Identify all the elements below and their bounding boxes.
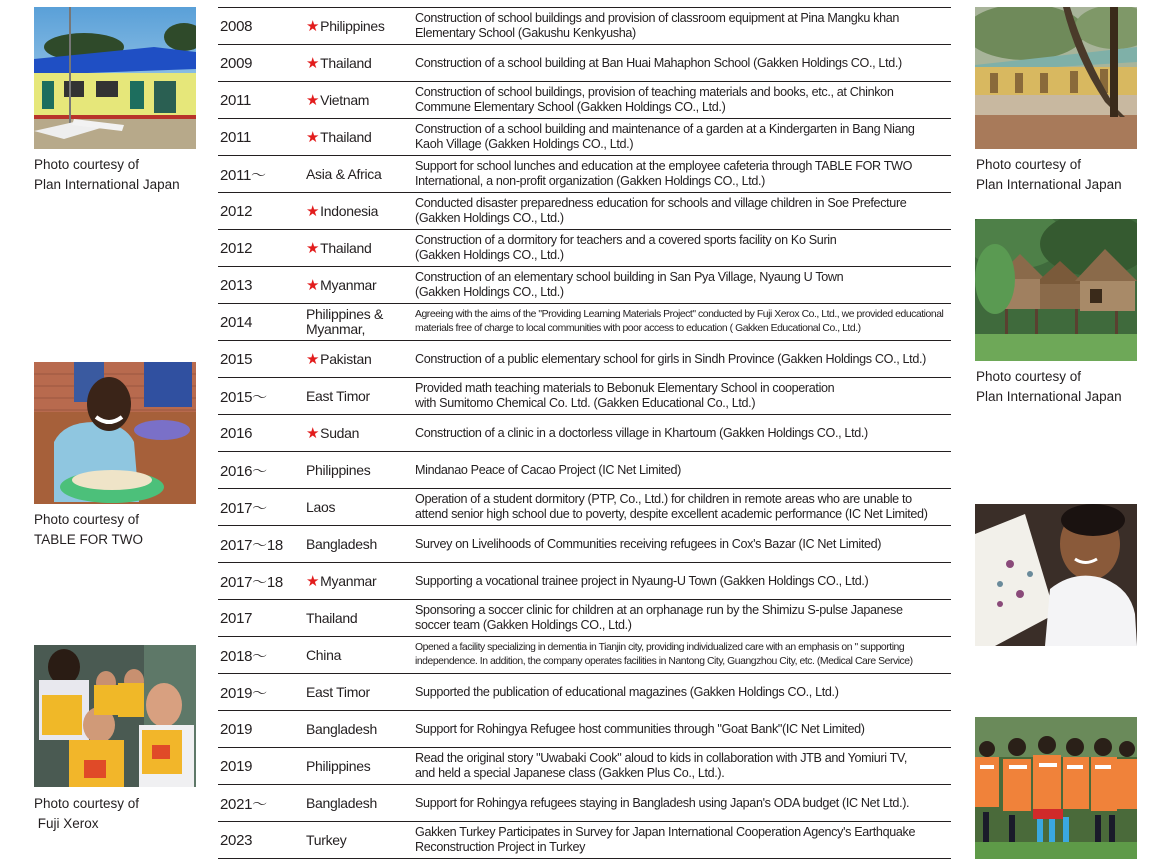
description-cell: Construction of a school building at Ban Huai Mahaphon School (Gakken Holdings CO., Ltd.) (415, 55, 902, 70)
country-label: Pakistan (320, 350, 372, 367)
table-row (218, 119, 951, 156)
description-cell: Construction of a public elementary school for girls in Sindh Province (Gakken Holdings CO., Ltd.) (415, 351, 926, 366)
photo-smiling-child-with-meal (34, 362, 196, 504)
description-cell: Support for school lunches and education at the employee cafeteria through TABLE FOR TWO International, a non-profit organization (Gakken Holdings CO., Ltd.) (415, 159, 913, 188)
table-row (218, 452, 951, 489)
country-cell (306, 526, 414, 562)
star-icon: ★ (306, 54, 320, 72)
country-label: Thailand (320, 239, 372, 256)
country-label: Asia & Africa (306, 165, 382, 182)
table-row (218, 674, 951, 711)
photo-caption: Photo courtesy of Plan International Japan (976, 369, 1122, 404)
description-cell: Construction of a dormitory for teachers and a covered sports facility on Ko Surin (Gakken Holdings CO., Ltd.) (415, 233, 837, 262)
country-cell (306, 82, 414, 118)
table-row (218, 193, 951, 230)
year-cell: 2019～ (220, 684, 267, 702)
year-cell: 2011～ (220, 166, 266, 184)
year-cell: 2009 (220, 54, 253, 72)
table-row (218, 156, 951, 193)
country-label: Philippines (306, 757, 371, 774)
country-cell (306, 156, 414, 192)
country-label: Turkey (306, 831, 347, 848)
photo-boy-with-drawing (975, 504, 1137, 646)
description-cell: Survey on Livelihoods of Communities receiving refugees in Cox's Bazar (IC Net Limited) (415, 536, 882, 551)
country-cell (306, 563, 414, 599)
table-row (218, 489, 951, 526)
year-cell: 2016 (220, 424, 253, 442)
year-cell: 2013 (220, 276, 253, 294)
country-label: Thailand (306, 609, 358, 626)
description-cell: Sponsoring a soccer clinic for children at an orphanage run by the Shimizu S-pulse Japanese soccer team (Gakken Holdings CO., Ltd.) (415, 603, 903, 632)
country-cell (306, 119, 414, 155)
country-cell (306, 489, 414, 525)
description-cell: Construction of school buildings and provision of classroom equipment at Pina Mangku khan Elementary School (Gakushu Kenkyusha) (415, 11, 900, 40)
country-label: East Timor (306, 387, 370, 404)
star-icon: ★ (306, 424, 320, 442)
table-row (218, 711, 951, 748)
country-cell (306, 415, 414, 451)
country-label: Bangladesh (306, 535, 377, 552)
country-cell (306, 748, 414, 784)
description-cell: Construction of a clinic in a doctorless village in Khartoum (Gakken Holdings CO., Ltd.) (415, 425, 868, 440)
table-row (218, 526, 951, 563)
country-cell (306, 785, 414, 821)
photo-caption: Photo courtesy of Fuji Xerox (34, 796, 140, 831)
year-cell: 2015 (220, 350, 253, 368)
table-row (218, 230, 951, 267)
photo-yellow-school-building (975, 7, 1137, 149)
description-cell: Supported the publication of educational magazines (Gakken Holdings CO., Ltd.) (415, 684, 839, 699)
country-label: Bangladesh (306, 794, 377, 811)
country-cell (306, 230, 414, 266)
table-row (218, 563, 951, 600)
description-cell: Supporting a vocational trainee project in Nyaung-U Town (Gakken Holdings CO., Ltd.) (415, 573, 869, 588)
table-row (218, 600, 951, 637)
year-cell: 2012 (220, 239, 253, 257)
photo-caption: Photo courtesy of Plan International Japan (976, 157, 1122, 192)
description-cell: Support for Rohingya refugees staying in Bangladesh using Japan's ODA budget (IC Net Ltd.). (415, 795, 910, 810)
table-row (218, 304, 951, 341)
country-label: Bangladesh (306, 720, 377, 737)
country-label: Thailand (320, 128, 372, 145)
table-row (218, 267, 951, 304)
country-label: Myanmar (320, 276, 377, 293)
year-cell: 2019 (220, 720, 253, 738)
star-icon: ★ (306, 202, 320, 220)
description-cell: Opened a facility specializing in dementia in Tianjin city, providing individualized care with an emphasis on " supporting independence. In addition, the company operates facilities in Nantong City, Guangzhou City, etc. (Medical Care Service) (415, 642, 913, 667)
year-cell: 2017～ (220, 499, 267, 517)
country-label: East Timor (306, 683, 370, 700)
photo-caption: Photo courtesy of TABLE FOR TWO (34, 512, 144, 547)
description-cell: Conducted disaster preparedness education for schools and village children in Soe Prefecture (Gakken Holdings CO., Ltd.) (415, 196, 907, 225)
description-cell: Construction of school buildings, provision of teaching materials and books, etc., at Chinkon Commune Elementary School (Gakken Holdings CO., Ltd.) (415, 85, 894, 114)
country-cell (306, 267, 414, 303)
country-cell (306, 193, 414, 229)
year-cell: 2018～ (220, 647, 267, 665)
year-cell: 2015～ (220, 388, 267, 406)
country-label: Indonesia (320, 202, 379, 219)
year-cell: 2017～18 (220, 573, 283, 591)
country-cell (306, 452, 414, 488)
photo-soccer-team-orange-jerseys (975, 717, 1137, 859)
table-row (218, 8, 951, 45)
year-cell: 2016～ (220, 462, 267, 480)
country-label: Philippines & Myanmar, (306, 306, 384, 337)
star-icon: ★ (306, 239, 320, 257)
table-row (218, 822, 951, 859)
activities-table (218, 7, 951, 859)
star-icon: ★ (306, 276, 320, 294)
star-icon: ★ (306, 17, 320, 35)
star-icon: ★ (306, 350, 320, 368)
year-cell: 2008 (220, 17, 253, 35)
year-cell: 2011 (220, 128, 252, 146)
star-icon: ★ (306, 128, 320, 146)
description-cell: Support for Rohingya Refugee host communities through "Goat Bank"(IC Net Limited) (415, 721, 865, 736)
description-cell: Operation of a student dormitory (PTP, Co., Ltd.) for children in remote areas who are unable to attend senior high school due to poverty, despite excellent academic performance (IC Net Limited) (415, 492, 928, 521)
country-cell (306, 378, 414, 414)
table-row (218, 748, 951, 785)
year-cell: 2012 (220, 202, 253, 220)
country-cell (306, 674, 414, 710)
description-cell: Provided math teaching materials to Bebonuk Elementary School in cooperation with Sumitomo Chemical Co. Ltd. (Gakken Educational Co., Ltd.) (415, 381, 835, 410)
table-row (218, 82, 951, 119)
country-label: Thailand (320, 54, 372, 71)
description-cell: Construction of a school building and maintenance of a garden at a Kindergarten in Bang Niang Kaoh Village (Gakken Holdings CO., Ltd.) (415, 122, 915, 151)
description-cell: Read the original story "Uwabaki Cook" aloud to kids in collaboration with JTB and Yomiuri TV, and held a special Japanese class (Gakken Plus Co., Ltd.). (415, 751, 907, 780)
country-cell (306, 8, 414, 44)
table-row (218, 415, 951, 452)
country-label: Myanmar (320, 572, 377, 589)
country-cell (306, 45, 414, 81)
year-cell: 2021～ (220, 795, 267, 813)
photo-caption: Photo courtesy of Plan International Japan (34, 157, 180, 192)
description-cell: Mindanao Peace of Cacao Project (IC Net Limited) (415, 462, 681, 477)
description-cell: Agreeing with the aims of the "Providing Learning Materials Project" conducted by Fuji Xerox Co., Ltd., we provided educational materials free of charge to local communities with poor access to education ( Gakken Educational Co., Ltd.) (415, 309, 944, 334)
year-cell: 2017～18 (220, 536, 283, 554)
country-label: China (306, 646, 342, 663)
country-cell (306, 600, 414, 636)
year-cell: 2019 (220, 757, 253, 775)
country-label: Philippines (320, 17, 385, 34)
table-row (218, 45, 951, 82)
table-row (218, 378, 951, 415)
year-cell: 2023 (220, 831, 253, 849)
country-cell (306, 637, 414, 673)
country-cell (306, 711, 414, 747)
country-label: Vietnam (320, 91, 370, 108)
country-cell (306, 822, 414, 858)
country-label: Sudan (320, 424, 360, 441)
year-cell: 2014 (220, 313, 253, 331)
country-label: Philippines (306, 461, 371, 478)
star-icon: ★ (306, 572, 320, 590)
photo-children-holding-books (34, 645, 196, 787)
country-label: Laos (306, 498, 336, 515)
description-cell: Construction of an elementary school building in San Pya Village, Nyaung U Town (Gakken Holdings CO., Ltd.) (415, 270, 844, 299)
description-cell: Gakken Turkey Participates in Survey for Japan International Cooperation Agency's Earthquake Reconstruction Project in Turkey (415, 825, 916, 854)
country-cell (306, 304, 414, 340)
table-row (218, 341, 951, 378)
star-icon: ★ (306, 91, 320, 109)
year-cell: 2017 (220, 609, 253, 627)
table-row (218, 785, 951, 822)
photo-school-building-blue-roof (34, 7, 196, 149)
table-row (218, 637, 951, 674)
year-cell: 2011 (220, 91, 252, 109)
country-cell (306, 341, 414, 377)
photo-stilt-houses-in-forest (975, 219, 1137, 361)
